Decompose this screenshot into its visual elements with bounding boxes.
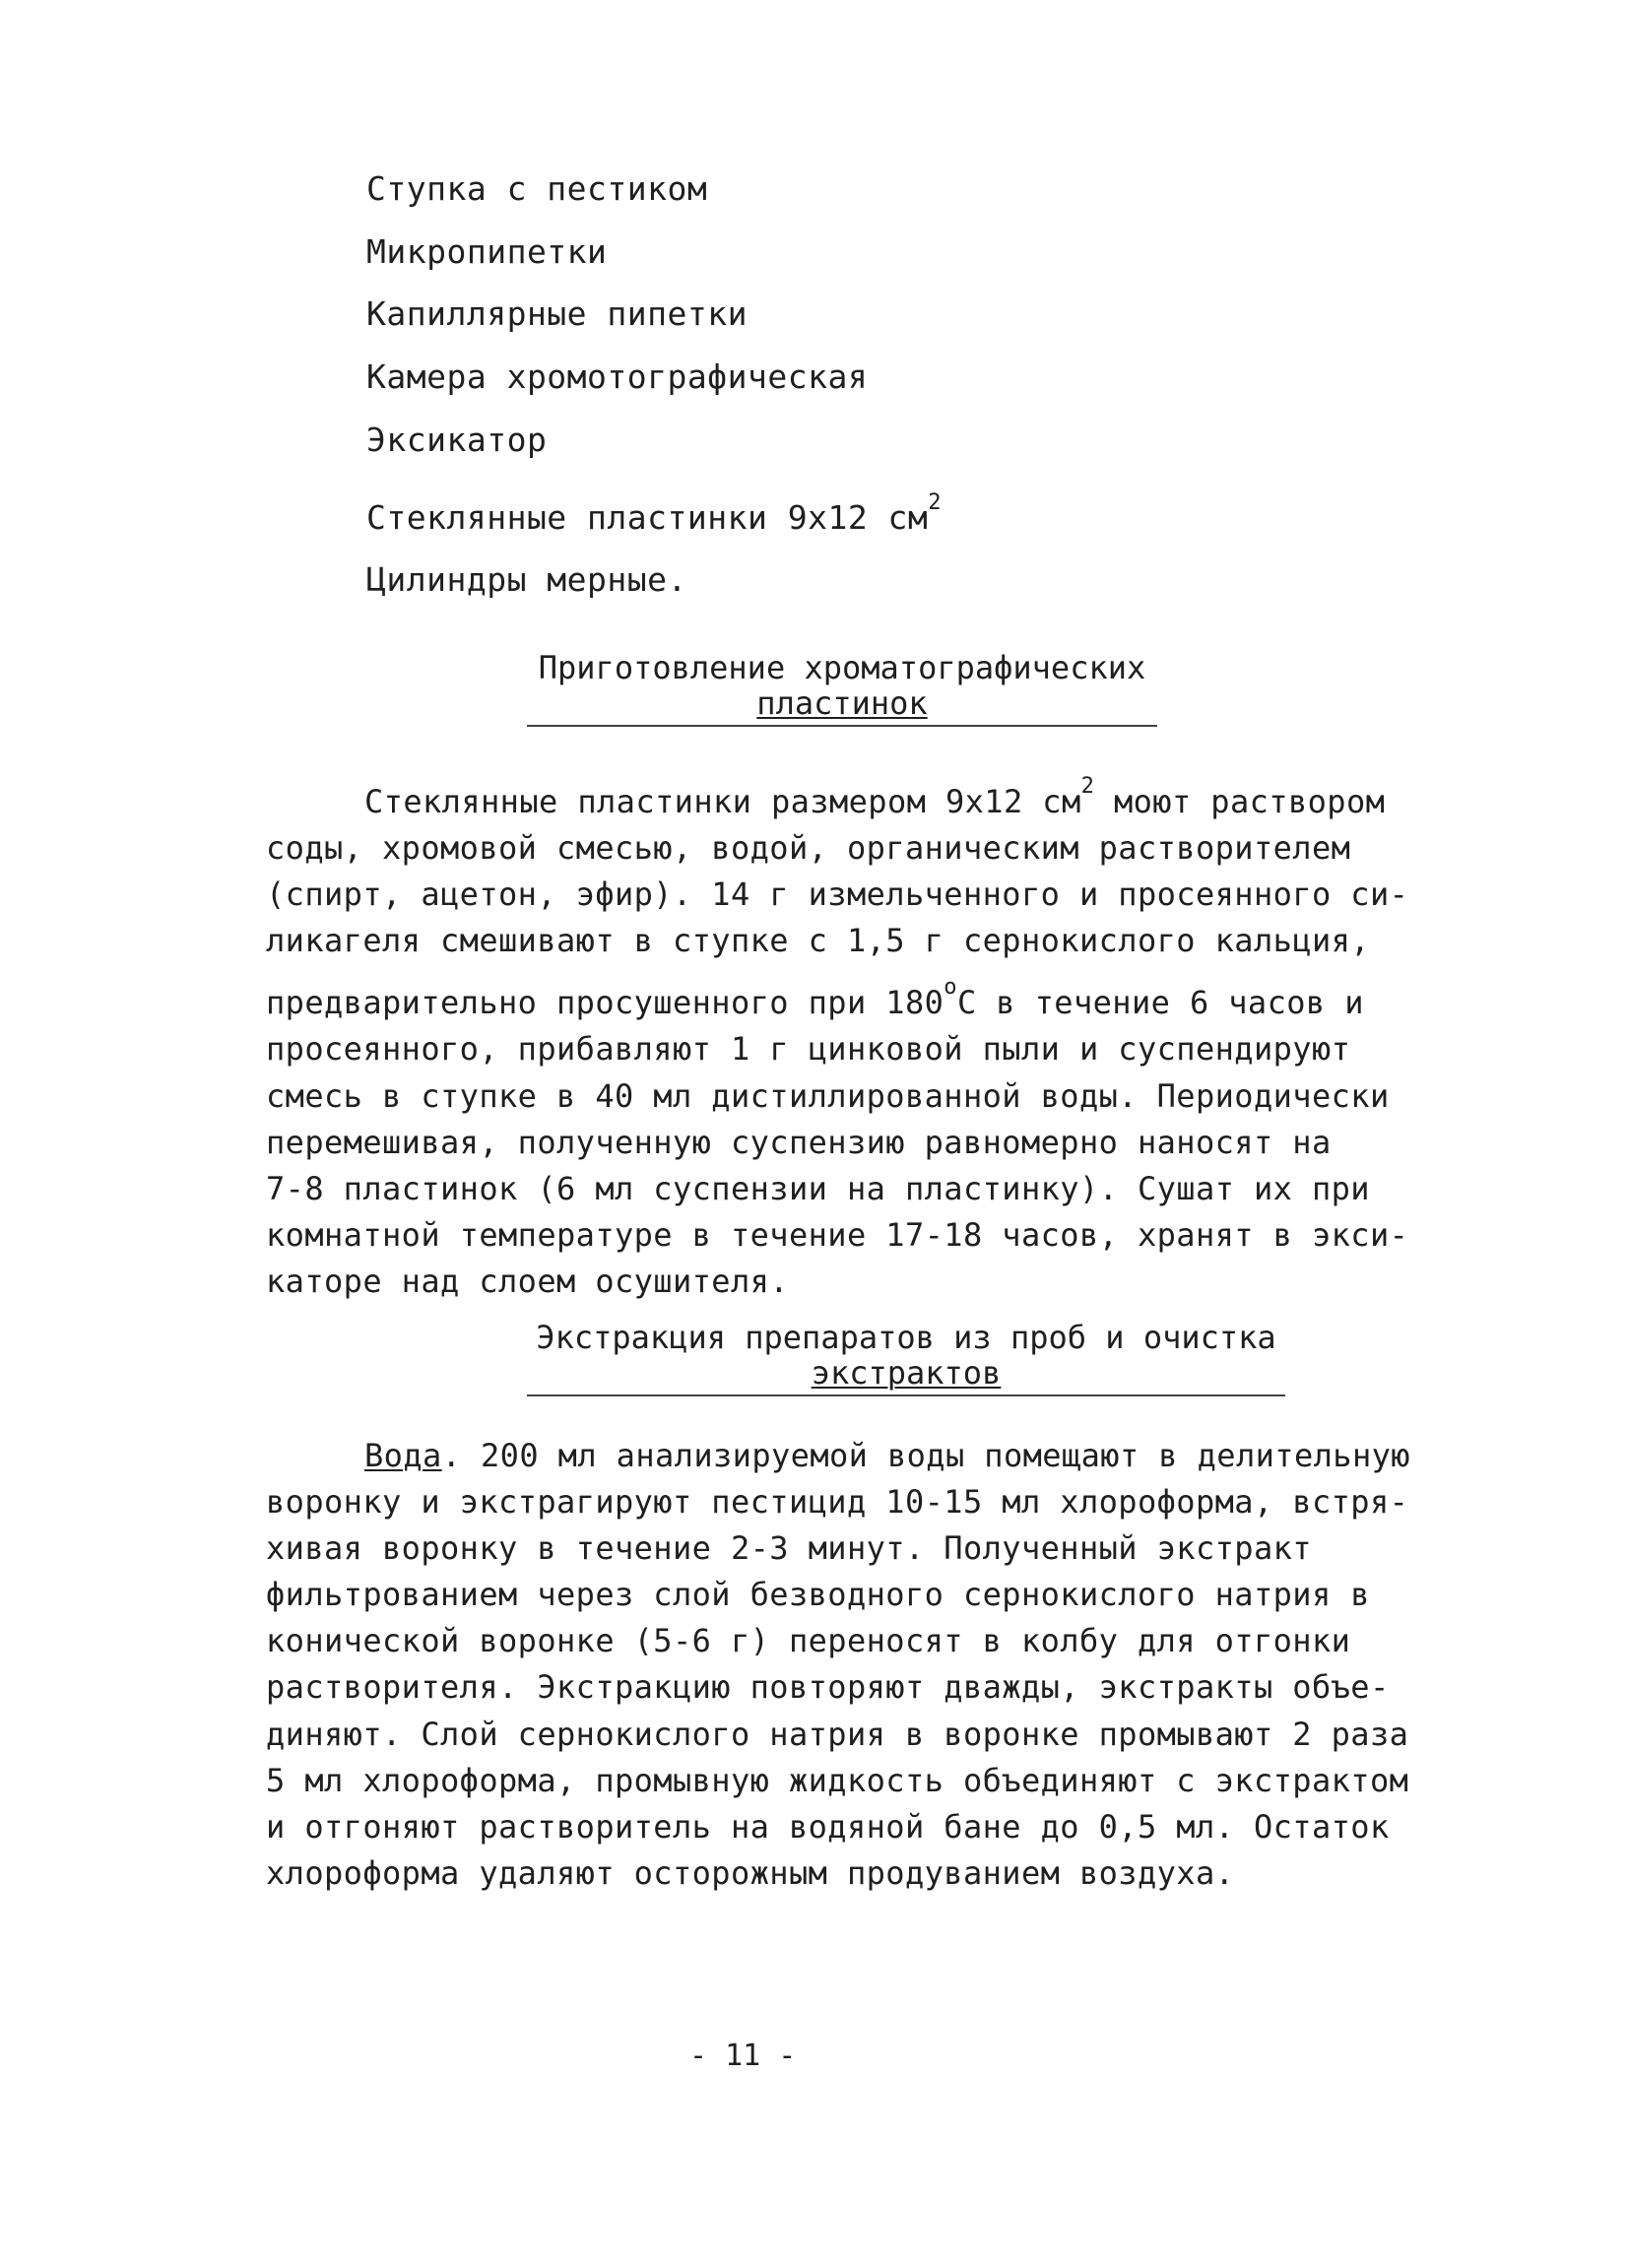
equipment-list bbox=[366, 158, 942, 612]
text-line: и отгоняют растворитель на водяной бане до 0,5 мл. Остаток bbox=[266, 1807, 1390, 1846]
paragraph-plates bbox=[266, 763, 1409, 1305]
list-item: Цилиндры мерные. bbox=[366, 560, 687, 600]
text-line: воронку и экстрагируют пестицид 10-15 мл хлороформа, встря- bbox=[266, 1483, 1409, 1522]
heading-line: Приготовление хроматографических bbox=[538, 649, 1146, 686]
section-heading-extraction bbox=[527, 1320, 1285, 1396]
page-number: - 11 - bbox=[689, 2039, 797, 2073]
text-line: (спирт, ацетон, эфир). 14 г измельченного и просеянного си- bbox=[266, 875, 1409, 914]
text-line: 5 мл хлороформа, промывную жидкость объединяют с экстрактом bbox=[266, 1761, 1409, 1799]
list-item: Микропипетки bbox=[366, 231, 608, 271]
text-segment: Стеклянные пластинки размером 9х12 см bbox=[364, 783, 1081, 820]
text-segment: . 200 мл анализируемой воды помещают в делительную bbox=[441, 1437, 1410, 1474]
list-item: Камера хромотографическая bbox=[366, 357, 869, 397]
text-line: ликагеля смешивают в ступке с 1,5 г сернокислого кальция, bbox=[266, 922, 1370, 960]
text-line bbox=[266, 964, 1399, 1026]
list-item: Эксикатор bbox=[366, 420, 548, 459]
text-line: хлороформа удаляют осторожным продуванием воздуха. bbox=[266, 1853, 1235, 1892]
text-line: фильтрованием через слой безводного сернокислого натрия в bbox=[266, 1576, 1370, 1614]
heading-rule bbox=[527, 725, 1157, 727]
text-line: смесь в ступке в 40 мл дистиллированной воды. Периодически bbox=[266, 1076, 1390, 1115]
text-line: соды, хромовой смесью, водой, органическим растворителем bbox=[266, 829, 1351, 868]
list-item-text: Стеклянные пластинки 9х12 см bbox=[366, 497, 929, 537]
text-line: растворителя. Экстракцию повторяют дважды, экстракты объе- bbox=[266, 1668, 1390, 1707]
text-segment: предварительно просушенного при 180 bbox=[266, 984, 944, 1022]
text-line: конической воронке (5-6 г) переносят в колбу для отгонки bbox=[266, 1622, 1351, 1660]
text-line: перемешивая, полученную суспензию равномерно наносят на bbox=[266, 1123, 1332, 1161]
text-line: каторе над слоем осушителя. bbox=[266, 1262, 789, 1300]
text-line bbox=[266, 1433, 1410, 1479]
superscript: 2 bbox=[1080, 774, 1095, 799]
heading-line: экстрактов bbox=[811, 1354, 1002, 1392]
text-line: диняют. Слой сернокислого натрия в воронке промывают 2 раза bbox=[266, 1715, 1409, 1753]
degree-sign: о bbox=[944, 975, 957, 1001]
lead-word: Вода bbox=[364, 1437, 442, 1474]
text-segment: моют раствором bbox=[1094, 783, 1386, 820]
text-line bbox=[266, 763, 1399, 825]
heading-line: Экстракция препаратов из проб и очистка bbox=[536, 1319, 1276, 1356]
superscript: 2 bbox=[928, 489, 943, 515]
section-heading-plates bbox=[527, 650, 1157, 727]
text-line: комнатной температуре в течение 17-18 часов, хранят в экси- bbox=[266, 1215, 1409, 1254]
text-segment: С в течение 6 часов и bbox=[956, 984, 1364, 1022]
list-item bbox=[366, 472, 942, 550]
heading-line: пластинок bbox=[756, 684, 928, 722]
list-item: Капиллярные пипетки bbox=[366, 294, 748, 334]
heading-rule bbox=[527, 1394, 1285, 1396]
paragraph-extraction bbox=[266, 1433, 1410, 1897]
text-line: 7-8 пластинок (6 мл суспензии на пластинку). Сушат их при bbox=[266, 1169, 1370, 1207]
text-line: хивая воронку в течение 2-3 минут. Полученный экстракт bbox=[266, 1529, 1312, 1568]
text-line: просеянного, прибавляют 1 г цинковой пыли и суспендируют bbox=[266, 1030, 1351, 1069]
list-item: Ступка с пестиком bbox=[366, 169, 708, 208]
